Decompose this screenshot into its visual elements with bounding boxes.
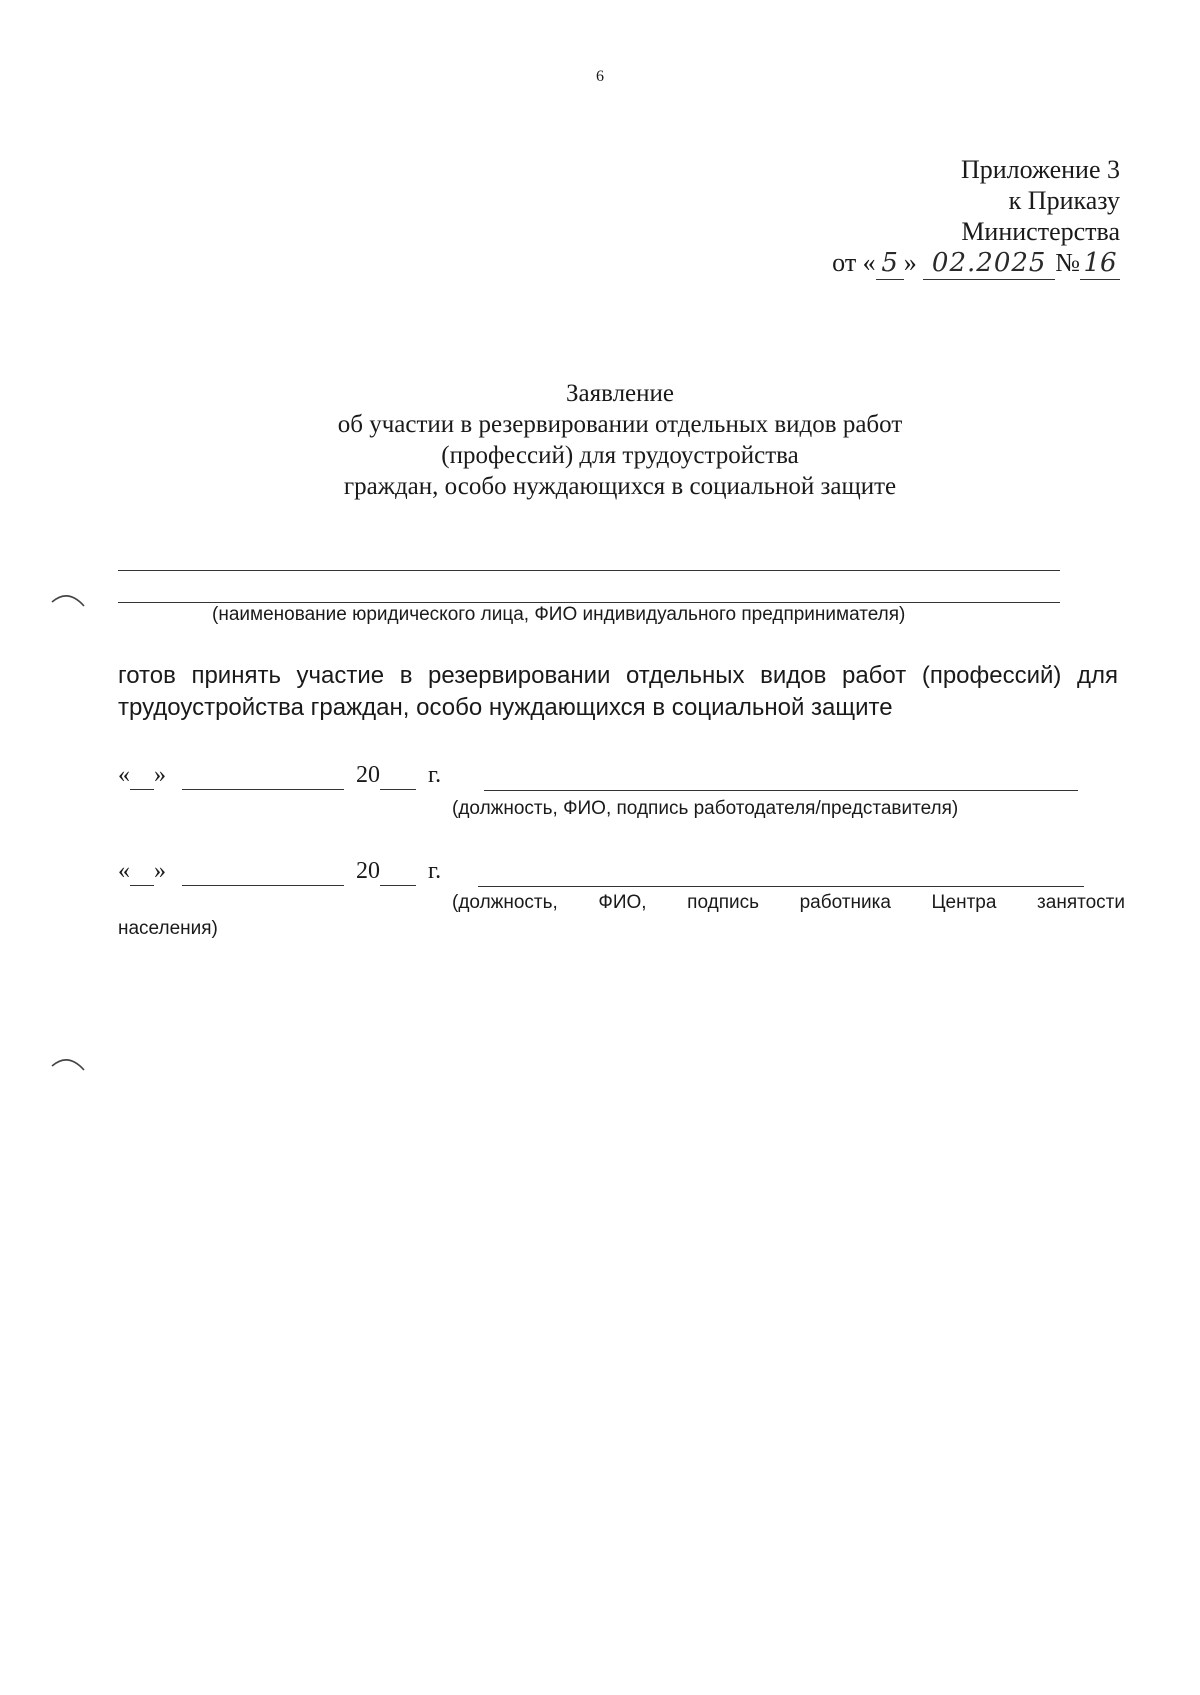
date-prefix: от «: [832, 248, 876, 277]
statement-text: готов принять участие в резервировании отдельных видов работ (профессий) для трудоустройства граждан, особо нуждающихся в социальной защите: [118, 662, 1118, 721]
date-row-employer: [118, 762, 441, 790]
date-row-center-employee: [118, 858, 441, 886]
year-suffix: г.: [428, 858, 442, 884]
center-employee-signature-caption: (должность, ФИО, подпись работника Центра занятости: [452, 892, 1125, 913]
punch-hole-mark-icon: [50, 590, 86, 610]
page-number: 6: [596, 68, 604, 85]
day-blank[interactable]: [130, 762, 154, 790]
month-blank[interactable]: [182, 858, 344, 886]
title-line-3: (профессий) для трудоустройства: [441, 442, 799, 469]
year-prefix: 20: [356, 762, 380, 788]
document-title: [0, 378, 1200, 502]
year-prefix: 20: [356, 858, 380, 884]
open-quote: «: [118, 762, 130, 788]
org-name-line-2[interactable]: [118, 602, 1060, 603]
year-blank[interactable]: [380, 858, 416, 886]
open-quote: «: [118, 858, 130, 884]
title-line-4: граждан, особо нуждающихся в социальной защите: [343, 473, 897, 500]
appendix-line-3: Министерства: [961, 217, 1120, 246]
title-line-1: Заявление: [565, 380, 675, 407]
employer-signature-line[interactable]: [484, 790, 1078, 791]
day-blank[interactable]: [130, 858, 154, 886]
year-blank[interactable]: [380, 762, 416, 790]
appendix-header: [832, 154, 1120, 280]
year-suffix: г.: [428, 762, 442, 788]
number-sign: №: [1055, 248, 1080, 277]
month-blank[interactable]: [182, 762, 344, 790]
center-employee-signature-line[interactable]: [478, 886, 1084, 887]
title-line-2: об участии в резервировании отдельных видов работ: [337, 411, 903, 438]
appendix-date-line: [832, 247, 1120, 280]
close-quote: »: [154, 858, 166, 884]
date-quote-close: »: [903, 248, 917, 277]
handwritten-date: 02.2025: [923, 248, 1055, 280]
center-employee-signature-caption-cont: населения): [118, 918, 218, 939]
handwritten-day: 5: [876, 248, 904, 280]
appendix-line-2: к Приказу: [1008, 186, 1120, 215]
punch-hole-mark-icon: [50, 1054, 86, 1074]
employer-signature-caption: (должность, ФИО, подпись работодателя/представителя): [452, 798, 959, 819]
close-quote: »: [154, 762, 166, 788]
handwritten-number: 16: [1080, 248, 1120, 280]
appendix-line-1: Приложение 3: [960, 155, 1120, 184]
org-name-caption: (наименование юридического лица, ФИО индивидуального предпринимателя): [212, 604, 906, 625]
org-name-line-1[interactable]: [118, 570, 1060, 571]
